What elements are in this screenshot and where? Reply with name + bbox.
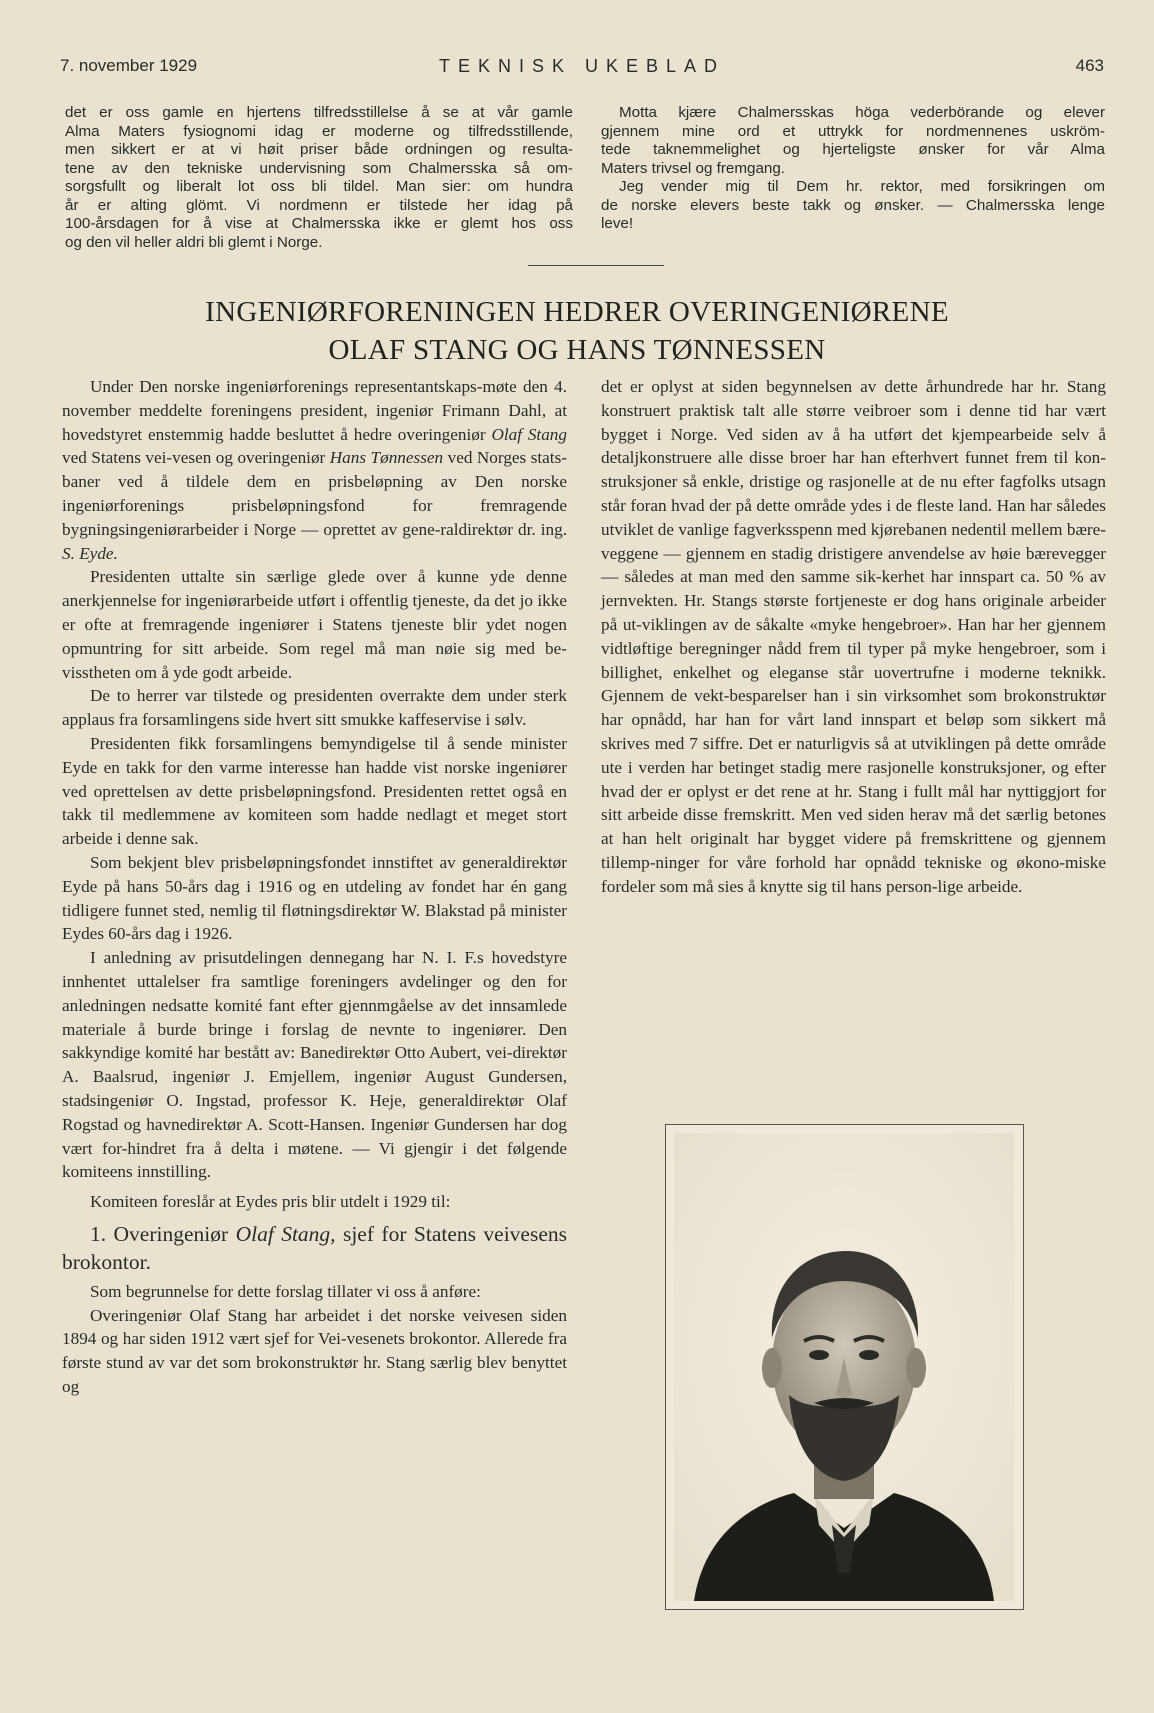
top-right-line: gjennem mine ord et uttrykk for nordmennenes uskröm- <box>601 122 1105 140</box>
article-right-column <box>601 375 1106 899</box>
nominee-heading <box>62 1220 567 1276</box>
paragraph: Komiteen foreslår at Eydes pris blir utdelt i 1929 til: <box>90 1192 451 1212</box>
headline-line-2: OLAF STANG OG HANS TØNNESSEN <box>328 334 826 366</box>
person-name: Olaf Stang, <box>235 1221 336 1246</box>
article-headline <box>60 293 1094 369</box>
section-divider <box>528 265 664 266</box>
top-right-line: leve! <box>601 215 634 232</box>
top-right-line: Maters trivsel og fremgang. <box>601 159 786 177</box>
top-left-line: det er oss gamle en hjertens tilfredsstillelse å se at vår gamle <box>65 104 573 121</box>
header-journal-title: TEKNISK UKEBLAD <box>438 56 726 76</box>
top-left-line: og den vil heller aldri bli glemt i Norge. <box>65 233 323 251</box>
header-date: 7. november 1929 <box>60 56 198 75</box>
article-left-column <box>62 375 567 1399</box>
top-left-line: 100-årsdagen for å vise at Chalmersska ikke er glemt hos oss <box>65 215 573 232</box>
top-left-line: Alma Maters fysiognomi idag er moderne og tilfredsstillende, <box>65 122 573 140</box>
portrait-photo <box>665 1124 1024 1610</box>
person-name: S. Eyde. <box>62 543 118 563</box>
top-left-line: sorgsfullt og liberalt lot oss bli tildel. Man sier: om hundra <box>65 178 573 195</box>
top-right-line: Motta kjære Chalmersskas höga vederbörande og elever <box>619 104 1105 121</box>
top-right-column <box>601 104 1105 234</box>
text-run: 1. Overingeniør <box>90 1221 236 1246</box>
header-page-number: 463 <box>1075 56 1104 75</box>
top-left-line: år er alting glömt. Vi nordmenn er tilstede her idag på <box>65 196 573 214</box>
paragraph: det er oplyst at siden begynnelsen av dette århundrede har hr. Stang konstruert praktisk talt alle større veibroer som i denne tid har vært bygget i Norge. Ved siden av å ha utført det kjempearbeide selv å detaljkonstruere alle disse broer har han efterhvert funnet frem til kon-struksjoner så enkle, dristige og rasjonelle at de nu efter fagfolks utsagn står foran hvad der på dette område ydes i de fleste land. Han har således utviklet de vanlige fagverksspenn med kjørebanen nedentil mellem bære-veggene — gjennem en stadig dristigere anvendelse av høie bærevegger — således at man med den samme sik-kerhet har innspart ca. 50 % av jernvekten. Hr. Stangs største fortjeneste er dog hans originale arbeider på ut-viklingen av de såkalte «myke hengebroer». Han har her gjennem vidtløftige beregninger nådd frem til typer på myke hengebroer, som i billighet, enkelhet og eleganse står uovertrufne i moderne teknikk. Gjennem de vekt-besparelser han i sin virksomhet som brokonstruktør har opnådd, har han for vårt land innspart et beløp som sikkert må skrives med 7 siffre. Det er naturligvis så at utviklingen på dette område ute i verden har betinget stadig mere rasjonelle konstruksjoner, og efter hvad der er oplyst er det rene at hr. Stang i fullt mål har nyttiggjort for sitt arbeide disse fremskritt. Men ved siden herav må det særlig betones at han helt originalt har bygget videre på fremskrittene og gjennem tillemp-ninger for våre forhold har opnådd tekniske og økono-miske fordeler som må sies å knytte sig til hans person-lige arbeide. <box>601 377 1106 896</box>
page-header <box>60 56 1104 80</box>
portrait-image <box>674 1133 1014 1601</box>
top-left-line: men sikkert er at vi høit priser både ordningen og resulta- <box>65 141 573 158</box>
paragraph: Presidenten fikk forsamlingens bemyndigelse til å sende minister Eyde en takk for den varme interesse han hadde vist norske ingeniører ved oprettelsen av dette prisbeløpningsfond. Presidenten rettet også en takk til medlemmene av komiteen som hadde nedlagt et meget stort arbeide i denne sak. <box>62 733 567 849</box>
top-right-line: Jeg vender mig til Dem hr. rektor, med forsikringen om <box>619 178 1105 195</box>
paragraph <box>62 375 567 565</box>
text-run: ved Statens vei-vesen og overingeniør <box>62 448 330 468</box>
top-left-column <box>65 104 573 252</box>
top-right-line: de norske elevers beste takk og ønsker. — Chalmersska lenge <box>601 196 1105 214</box>
headline-line-1: INGENIØRFORENINGEN HEDRER OVERINGENIØRENE <box>205 296 949 328</box>
top-right-line: tede taknemmelighet og hjerteligste ønsker for vår Alma <box>601 141 1105 158</box>
paragraph: Overingeniør Olaf Stang har arbeidet i det norske veivesen siden 1894 og har siden 1912 vært sjef for Vei-vesenets brokontor. Allerede fra første stund av var det som brokonstruktør hr. Stang særlig blev benyttet og <box>62 1305 567 1397</box>
text-run: Under Den norske ingeniørforenings representantskaps-møte den 4. november meddelte foreningens president, ingeniør Frimann Dahl, at hovedstyret enstemmig hadde besluttet å hedre overingeniør <box>62 377 567 444</box>
text-run: ved Norges stats-baner ved å tildele dem en prisbeløpning av Den norske ingeniørforenings prisbeløpningsfond for fremragende bygningsingeniørarbeider i Norge — oprettet av gene-raldirektør dr. ing. <box>62 448 567 539</box>
person-name: Olaf Stang <box>491 424 567 444</box>
paragraph: I anledning av prisutdelingen dennegang har N. I. F.s hovedstyre innhentet uttalelser fra samtlige foreningers avdelinger og den for anledningen nedsatte komité fant efter gjennmgåelse av det innsamlede materiale å burde bringe i forslag de nevnte to ingeniører. Den sakkyndige komité har bestått av: Banedirektør Otto Aubert, vei-direktør A. Baalsrud, ingeniør J. Emjellem, ingeniør August Gundersen, stadsingeniør O. Ingstad, professor K. Heje, generaldirektør Olaf Rogstad og havnedirektør A. Scott-Hansen. Ingeniør Gundersen har dog vært for-hindret fra å delta i møtene. — Vi gjengir i det følgende komiteens innstilling. <box>62 948 567 1182</box>
paragraph: Som bekjent blev prisbeløpningsfondet innstiftet av generaldirektør Eyde på hans 50-års dag i 1916 og en utdeling av fondet har én gang tidligere funnet sted, nemlig til fløtningsdirektør W. Blakstad på minister Eydes 60-års dag i 1926. <box>62 852 567 944</box>
paragraph: Som begrunnelse for dette forslag tillater vi oss å anføre: <box>90 1281 481 1301</box>
top-left-line: tene av den tekniske undervisning som Chalmersska så om- <box>65 159 573 177</box>
text-run: sjef for Statens veivesens brokontor. <box>62 1221 567 1274</box>
paragraph: De to herrer var tilstede og presidenten overrakte dem under sterk applaus fra forsamlingens side hvert sitt smukke kaffeservise i sølv. <box>62 686 567 730</box>
person-name: Hans Tønnessen <box>329 448 444 468</box>
paragraph: Presidenten uttalte sin særlige glede over å kunne yde denne anerkjennelse for ingeniørarbeide utført i offentlig tjeneste, da det jo ikke er ofte at fremragende ingeniører i Statens tjeneste blir ydet nogen opmuntring for sitt arbeide. Som regel må man nøie sig med be-visstheten om å yde godt arbeide. <box>62 567 567 682</box>
